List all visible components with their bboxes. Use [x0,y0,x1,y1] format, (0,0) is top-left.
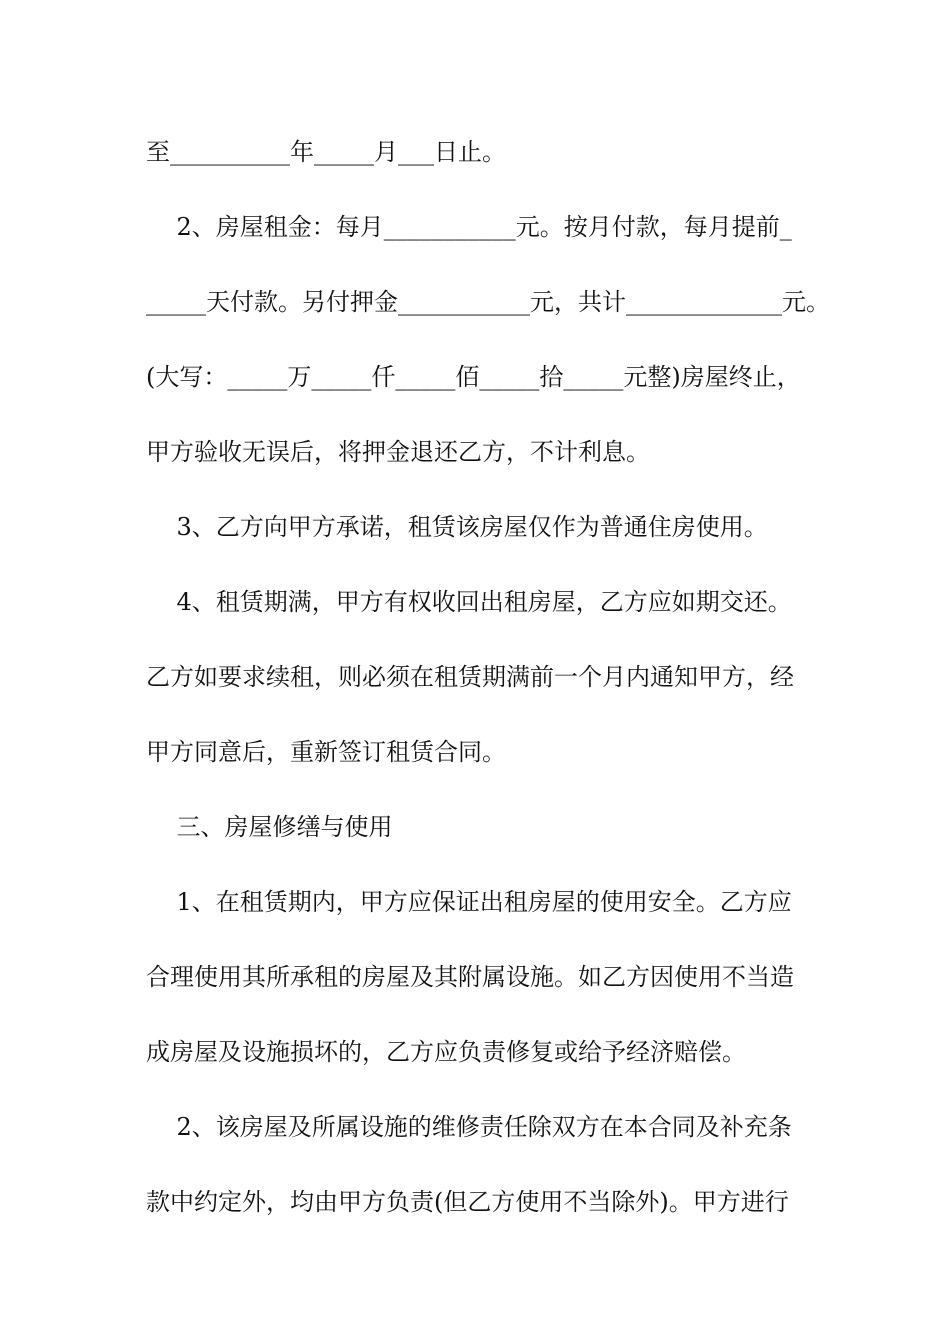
line-usage-promise: 3、乙方向甲方承诺，租赁该房屋仅作为普通住房使用。 [146,513,768,541]
line-safety-guarantee: 1、在租赁期内，甲方应保证出租房屋的使用安全。乙方应 [146,888,792,916]
line-end-date: 至__________年_____月___日止。 [146,138,506,166]
line-landlord-responsible: 款中约定外，均由甲方负责(但乙方使用不当除外)。甲方进行 [146,1188,789,1216]
line-maintenance-responsibility: 2、该房屋及所属设施的维修责任除双方在本合同及补充条 [146,1113,792,1141]
line-rent-clause: 2、房屋租金：每月___________元。按月付款，每月提前_ [146,213,792,241]
section-heading-repair-use: 三、房屋修缮与使用 [146,813,393,841]
line-deposit: _____天付款。另付押金___________元，共计_____________元。 [146,288,830,316]
line-damage-compensation: 成房屋及设施损坏的，乙方应负责修复或给予经济赔偿。 [146,1038,746,1066]
line-new-contract: 甲方同意后，重新签订租赁合同。 [146,738,506,766]
line-lease-expiry: 4、租赁期满，甲方有权收回出租房屋，乙方应如期交还。 [146,588,792,616]
line-proper-use: 合理使用其所承租的房屋及其附属设施。如乙方因使用不当造 [146,963,794,991]
line-deposit-return: 甲方验收无误后，将押金退还乙方，不计利息。 [146,438,650,466]
line-renewal-notice: 乙方如要求续租，则必须在租赁期满前一个月内通知甲方，经 [146,663,794,691]
line-amount-in-words: (大写：_____万_____仟_____佰_____拾_____元整)房屋终止， [146,363,801,391]
